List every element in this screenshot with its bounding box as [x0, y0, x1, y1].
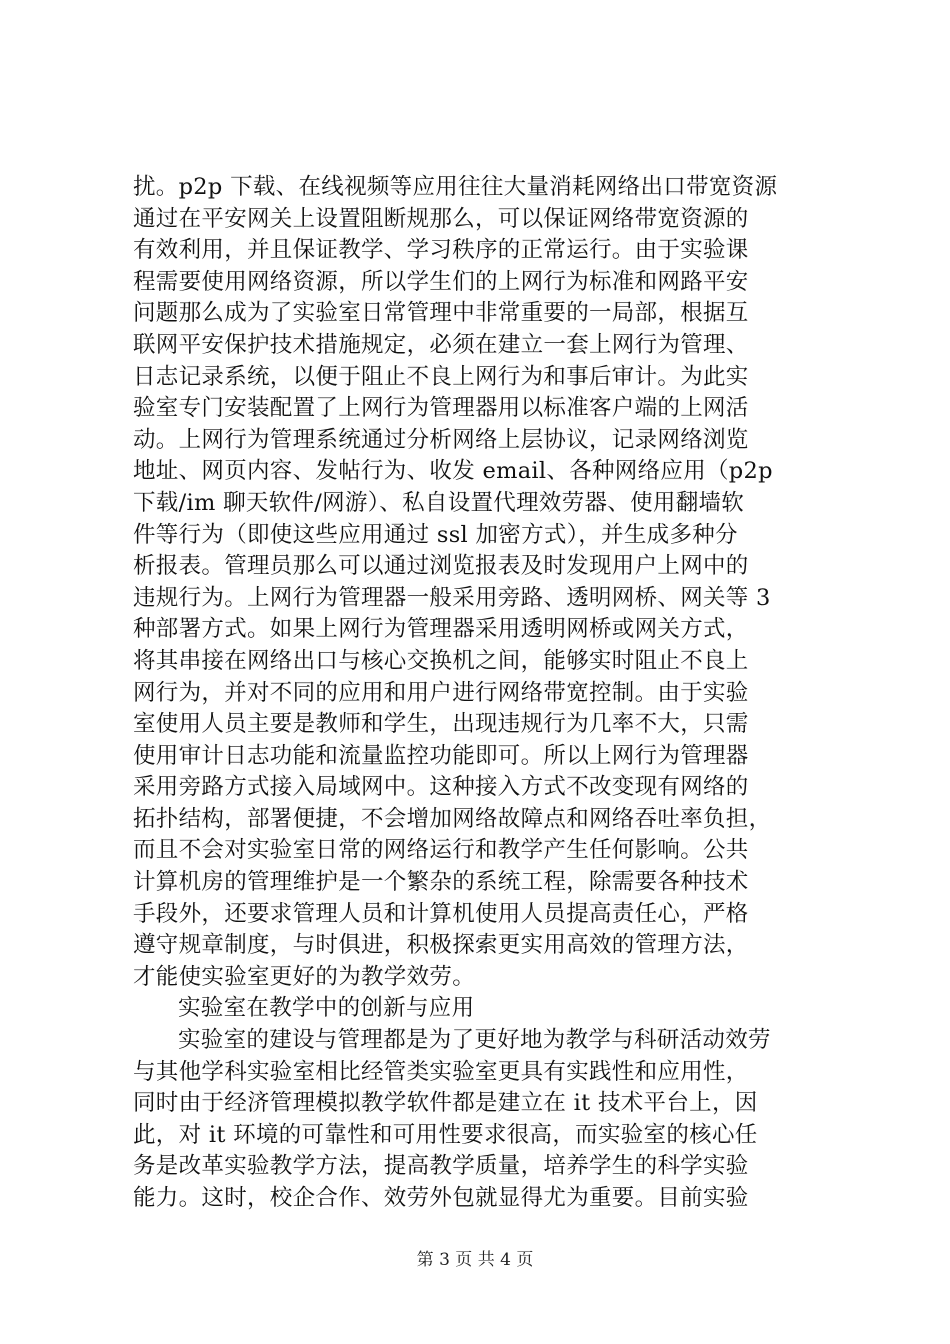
text-line: 将其串接在网络出口与核心交换机之间，能够实时阻止不良上 [133, 647, 749, 674]
text-line: 采用旁路方式接入局域网中。这种接入方式不改变现有网络的 [133, 774, 749, 801]
text-line: 室使用人员主要是教师和学生，出现违规行为几率不大，只需 [133, 711, 749, 738]
page-footer: 第 3 页 共 4 页 [416, 1250, 534, 1270]
text-line: 程需要使用网络资源，所以学生们的上网行为标准和网路平安 [133, 268, 749, 295]
text-line: 而且不会对实验室日常的网络运行和教学产生任何影响。公共 [133, 837, 749, 864]
text-line: 有效利用，并且保证教学、学习秩序的正常运行。由于实验课 [133, 237, 749, 264]
text-line: 扰。p2p 下载、在线视频等应用往往大量消耗网络出口带宽资源 [133, 174, 778, 200]
text-line: 拓扑结构，部署便捷，不会增加网络故障点和网络吞吐率负担， [133, 805, 772, 832]
text-line: 下载/im 聊天软件/网游）、私自设置代理效劳器、使用翻墙软 [133, 489, 745, 516]
text-line: 验室专门安装配置了上网行为管理器用以标准客户端的上网活 [133, 395, 749, 422]
text-line: 使用审计日志功能和流量监控功能即可。所以上网行为管理器 [133, 742, 749, 769]
text-line: 日志记录系统，以便于阻止不良上网行为和事后审计。为此实 [133, 363, 749, 390]
text-line: 计算机房的管理维护是一个繁杂的系统工程，除需要各种技术 [133, 869, 749, 896]
paragraph-first-line: 实验室的建设与管理都是为了更好地为教学与科研活动效劳 [178, 1027, 771, 1054]
text-line: 违规行为。上网行为管理器一般采用旁路、透明网桥、网关等 3 [133, 584, 771, 611]
text-line: 才能使实验室更好的为教学效劳。 [133, 963, 476, 990]
text-line: 手段外，还要求管理人员和计算机使用人员提高责任心，严格 [133, 900, 749, 927]
text-line: 网行为，并对不同的应用和用户进行网络带宽控制。由于实验 [133, 679, 749, 706]
text-line: 析报表。管理员那么可以通过浏览报表及时发现用户上网中的 [133, 553, 749, 580]
text-line: 地址、网页内容、发帖行为、收发 email、各种网络应用（p2p [133, 458, 773, 485]
paragraph-lab-innovation [133, 1025, 835, 1215]
text-line: 件等行为（即使这些应用通过 ssl 加密方式），并生成多种分 [133, 521, 738, 548]
text-line: 种部署方式。如果上网行为管理器采用透明网桥或网关方式， [133, 616, 749, 643]
document-body [133, 172, 835, 1215]
text-line: 能力。这时，校企合作、效劳外包就显得尤为重要。目前实验 [133, 1185, 749, 1211]
text-line: 同时由于经济管理模拟教学软件都是建立在 it 技术平台上，因 [133, 1090, 758, 1117]
text-line: 遵守规章制度，与时俱进，积极探索更实用高效的管理方法， [133, 932, 749, 959]
text-line: 与其他学科实验室相比经管类实验室更具有实践性和应用性， [133, 1058, 749, 1085]
paragraph-network-management [133, 172, 835, 993]
text-line: 动。上网行为管理系统通过分析网络上层协议，记录网络浏览 [133, 426, 749, 453]
section-heading: 实验室在教学中的创新与应用 [178, 995, 475, 1022]
text-line: 务是改革实验教学方法，提高教学质量，培养学生的科学实验 [133, 1153, 749, 1180]
text-line: 此，对 it 环境的可靠性和可用性要求很高，而实验室的核心任 [133, 1121, 758, 1148]
text-line: 问题那么成为了实验室日常管理中非常重要的一局部，根据互 [133, 300, 749, 327]
text-line: 联网平安保护技术措施规定，必须在建立一套上网行为管理、 [133, 331, 749, 358]
text-line: 通过在平安网关上设置阻断规那么，可以保证网络带宽资源的 [133, 205, 749, 232]
